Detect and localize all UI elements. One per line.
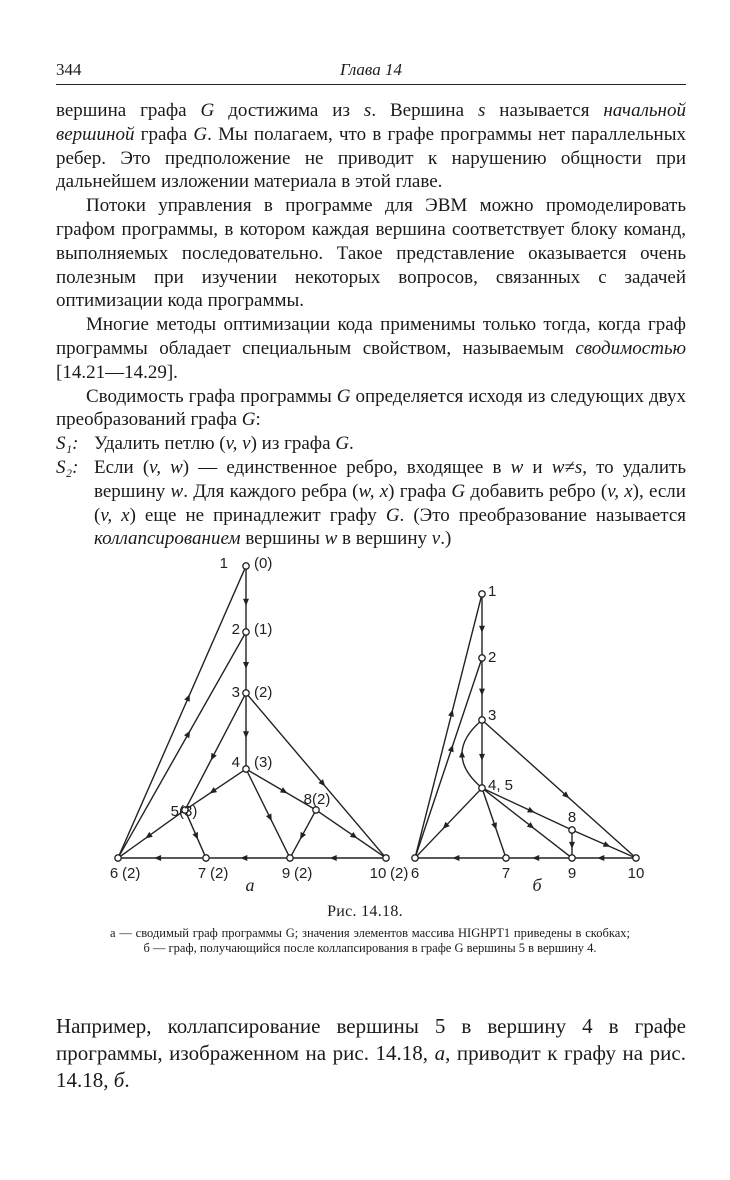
arrowhead-icon bbox=[154, 855, 161, 861]
node-a-2 bbox=[243, 629, 249, 635]
edge-a-3-10 bbox=[248, 695, 384, 855]
node-a-1 bbox=[243, 563, 249, 569]
arrowhead-icon bbox=[243, 599, 249, 606]
node-a-6 bbox=[115, 855, 121, 861]
term-reducibility: сводимостью bbox=[575, 337, 686, 359]
edge-b-45-7 bbox=[483, 791, 505, 855]
arrowhead-icon bbox=[569, 842, 575, 849]
node-a-10 bbox=[383, 855, 389, 861]
figure-caption-text: а — сводимый граф программы G; значения элементов массива HIGHPT1 приведены в скобках; б — граф, получающийся после коллапсирования в графе G вершины 5 в вершину 4. bbox=[110, 926, 630, 955]
edge-b-45-3 bbox=[462, 720, 482, 788]
body-text bbox=[56, 99, 686, 551]
node-label: 7 bbox=[197, 865, 207, 882]
edge-b-6-1 bbox=[416, 597, 481, 855]
term-collapsing: коллапсированием bbox=[94, 528, 241, 550]
node-value: (0) bbox=[254, 555, 273, 572]
node-b-8 bbox=[569, 827, 575, 833]
node-a-4 bbox=[243, 766, 249, 772]
arrowhead-icon bbox=[479, 626, 485, 633]
node-label: 1 bbox=[488, 583, 497, 600]
node-value: (2) bbox=[294, 865, 313, 882]
node-b-9 bbox=[569, 855, 575, 861]
node-label: 5 bbox=[170, 803, 179, 820]
node-value: (2) bbox=[390, 865, 409, 882]
running-head: Глава 14 bbox=[340, 60, 402, 79]
arrowhead-icon bbox=[479, 689, 485, 696]
node-label: 3 bbox=[231, 684, 240, 701]
node-label: 4, 5 bbox=[488, 777, 514, 794]
node-value: (3) bbox=[254, 754, 273, 771]
arrowhead-icon bbox=[459, 751, 465, 758]
paragraph-4: Сводимость графа программы G определяется исходя из следующих двух преобразований графа G: bbox=[56, 385, 686, 431]
arrowhead-icon bbox=[243, 662, 249, 669]
figure-caption-title: Рис. 14.18. bbox=[327, 903, 403, 920]
edge-a-8-10 bbox=[319, 812, 384, 856]
graph-a-label: a bbox=[245, 875, 255, 895]
graph-a bbox=[110, 555, 409, 895]
paragraph-1: вершина графа G достижима из s. Вершина s называется начальной вершиной графа G. Мы полагаем, что в графе программы нет параллельных ребер. Это предположение не приводит к нарушению общности при дальнейшем изложении материала в этой главе. bbox=[56, 100, 686, 193]
paragraph-2: Потоки управления в программе для ЭВМ можно промоделировать графом программы, в котором каждая вершина соответствует блоку команд, выполняемых последовательно. Такое представление оказывается очень полезным при изучении некоторых вопросов, связанных с задачей оптимизации кода программы. bbox=[56, 195, 686, 312]
graph-b bbox=[411, 583, 645, 895]
node-label: 2 bbox=[231, 621, 240, 638]
arrowhead-icon bbox=[448, 745, 454, 753]
node-label: 4 bbox=[231, 754, 240, 771]
definition-s1: S₁: Удалить петлю (v, v) из графа G. bbox=[56, 433, 354, 455]
arrowhead-icon bbox=[491, 822, 497, 830]
edge-a-6-2 bbox=[120, 635, 245, 855]
node-label: 10 bbox=[369, 865, 387, 882]
arrowhead-icon bbox=[145, 832, 152, 839]
arrowhead-icon bbox=[597, 855, 604, 861]
arrowhead-icon bbox=[452, 855, 459, 861]
term-initial-vertex: начальной вершиной bbox=[56, 100, 686, 145]
node-b-3 bbox=[479, 717, 485, 723]
node-b-10 bbox=[633, 855, 639, 861]
node-label: 7 bbox=[501, 865, 511, 882]
node-label: 2 bbox=[488, 649, 497, 666]
arrowhead-icon bbox=[479, 754, 485, 761]
node-label: 9 bbox=[567, 865, 577, 882]
node-label: 6 bbox=[410, 865, 420, 882]
node-a-7 bbox=[203, 855, 209, 861]
node-label: 1 bbox=[219, 555, 228, 572]
page-header bbox=[56, 60, 686, 85]
node-value: (3) bbox=[179, 803, 198, 820]
arrowhead-icon bbox=[350, 832, 357, 838]
node-label: 6 bbox=[109, 865, 119, 882]
node-b-1 bbox=[479, 591, 485, 597]
node-a-3 bbox=[243, 690, 249, 696]
node-b-7 bbox=[503, 855, 509, 861]
closing-paragraph: Например, коллапсирование вершины 5 в вершину 4 в графе программы, изображенном на рис. 14.18, а, приводит к графу на рис. 14.18, б. bbox=[56, 1014, 686, 1092]
node-value: (2) bbox=[254, 684, 273, 701]
node-a-9 bbox=[287, 855, 293, 861]
arrowhead-icon bbox=[240, 855, 247, 861]
node-label: 9 bbox=[281, 865, 291, 882]
node-b-6 bbox=[412, 855, 418, 861]
definition-s2: S₂: Если (v, w) — единственное ребро, входящее в w и w≠s, то удалить вершину w. Для каждого ребра (w, x) графа G добавить ребро (v, x), если (v, x) еще не принадлежит графу G. (Это преобразование называется коллапсированием вершины w в вершину v.) bbox=[56, 456, 687, 550]
node-label: 3 bbox=[488, 707, 497, 724]
node-value: (2) bbox=[122, 865, 141, 882]
paragraph-3: Многие методы оптимизации кода применимы только тогда, когда граф программы обладает специальным свойством, называемым сводимостью [14.21—14.29]. bbox=[56, 314, 686, 383]
page-number: 344 bbox=[56, 60, 82, 79]
node-label: 8 bbox=[303, 791, 312, 808]
node-label: 10 bbox=[627, 865, 645, 882]
node-value: (1) bbox=[254, 621, 273, 638]
figure-graphs bbox=[90, 548, 650, 898]
graph-b-label: б bbox=[532, 875, 542, 895]
node-b-45 bbox=[479, 785, 485, 791]
node-b-2 bbox=[479, 655, 485, 661]
node-value: (2) bbox=[210, 865, 229, 882]
arrowhead-icon bbox=[210, 787, 217, 793]
edge-a-4-9 bbox=[247, 772, 288, 855]
arrowhead-icon bbox=[330, 855, 337, 861]
definition-label: S₂: bbox=[56, 456, 79, 478]
arrowhead-icon bbox=[243, 731, 249, 738]
node-value: (2) bbox=[312, 791, 331, 808]
definition-label: S₁: bbox=[56, 433, 79, 455]
node-label: 8 bbox=[567, 809, 577, 826]
arrowhead-icon bbox=[532, 855, 539, 861]
